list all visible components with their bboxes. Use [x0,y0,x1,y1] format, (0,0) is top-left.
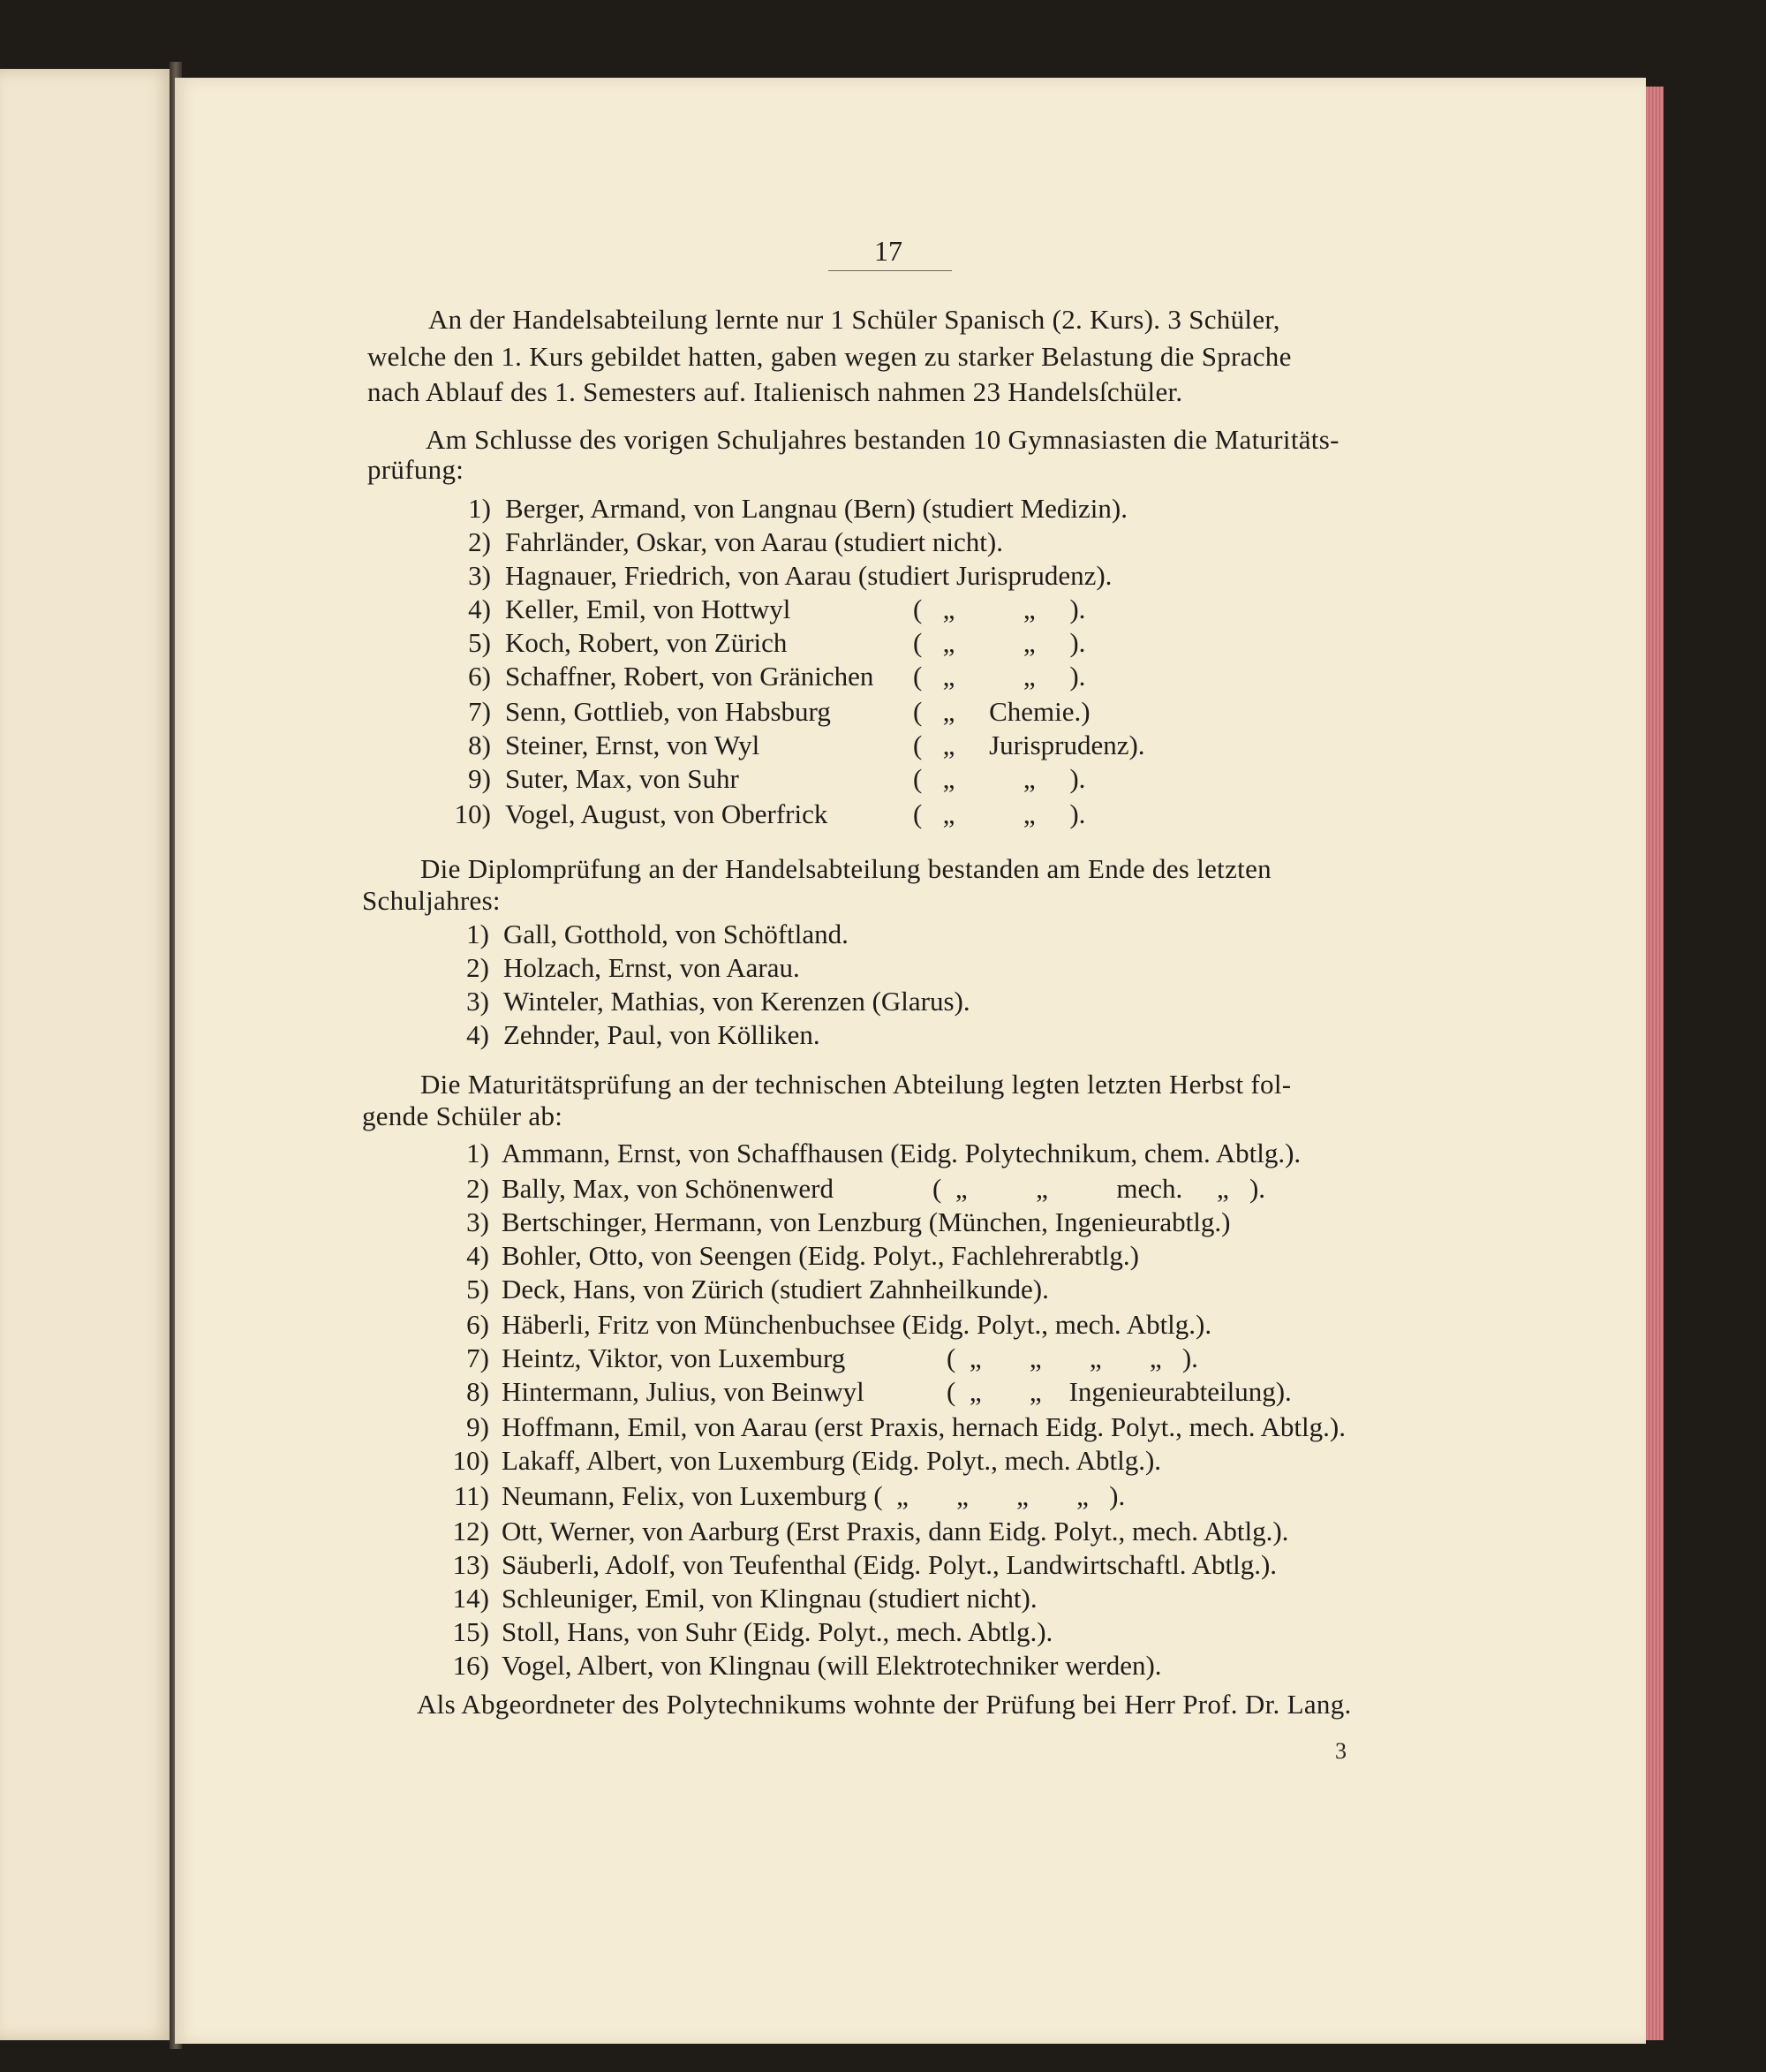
page-content: 17 An der Handelsabteilung lernte nur 1 Schüler Spanisch (2. Kurs). 3 Schüler, welche den 1. Kurs gebildet hatten, gaben wegen zu starker Belastung die Sprache nach Ablauf des 1. Semesters auf. Italienisch nahmen 23 Handelsſchüler. Am Schlusse des vorigen Schuljahres bestanden 10 Gymnasiasten die Maturitäts- prüfung: 1) Berger, Armand, von Langnau (Bern) (studiert Medizin). 2) Fahrländer, Oskar, von Aarau (studiert nicht). 3) Hagnauer, Friedrich, von Aarau (studiert Jurisprudenz). 4) Keller, Emil, von Hottwyl ( „ „ ). 5) Koch, Robert, von Zürich ( „ „ ). 6) Schaffner, Robert, von Gränichen ( „ „ ). 7) Senn, Gottlieb, von Habsburg ( „ Chemie.) 8) Steiner, Ernst, von Wyl ( „ Jurisprudenz). 9) Suter, Max, von Suhr ( „ „ ). 10) Vogel, August, von Oberfrick ( „ „ ). Die Diplomprüfung an der Handelsabteilung bestanden am Ende des letzten Schuljahres: 1) Gall, Gotthold, von Schöftland. 2) Holzach, Ernst, von Aarau. 3) Winteler, Mathias, von Kerenzen (Glarus). 4) Zehnder, Paul, von Kölliken. Die Maturitätsprüfung an der technischen Abteilung legten letzten Herbst fol- gende Schüler ab: 1) Ammann, Ernst, von Schaffhausen (Eidg. Polytechnikum, chem. Abtlg.). 2) Bally, Max, von Schönenwerd ( „ „ mech. „ ). 3) Bertschinger, Hermann, von Lenzburg (München, Ingenieurabtlg.) 4) Bohler, Otto, von Seengen (Eidg. Polyt., Fachlehrerabtlg.) 5) Deck, Hans, von Zürich (studiert Zahnheilkunde). 6) Häberli, Fritz von Münchenbuchsee (Eidg. Polyt., mech. Abtlg.). 7) Heintz, Viktor, von Luxemburg ( „ „ „ „ ). 8) Hintermann, Julius, von Beinwyl ( „ „ Ingenieurabteilung). 9) Hoffmann, Emil, von Aarau (erst Praxis, hernach Eidg. Polyt., mech. Abtlg.). 10) Lakaff, Albert, von Luxemburg (Eidg. Polyt., mech. Abtlg.). 11) Neumann, Felix, von Luxemburg ( „ „ „ „ ). 12) Ott, Werner, von Aarburg (Erst Praxis, dann Eidg. Polyt., mech. Abtlg.). 13) Säuberli, Adolf, von Teufenthal (Eidg. Polyt., Landwirtschaftl. Abtlg.). 14) Schleuniger, Emil, von Klingnau (studiert nicht). 15) Stoll, Hans, von Suhr (Eidg. Polyt., mech. Abtlg.). 16) Vogel, Albert, von Klingnau (will Elektrotechniker werden). Als Abgeordneter des Polytechnikums wohnte der Prüfung bei Herr Prof. Dr. Lang. 3 [0,0,1766,2072]
paragraph-1-line-1: An der Handelsabteilung lernte nur 1 Schüler Spanisch (2. Kurs). 3 Schüler, [428,304,1280,335]
page-number-rule [828,270,952,271]
paragraph-4-line-2: gende Schüler ab: [362,1100,563,1131]
closing-line: Als Abgeordneter des Polytechnikums wohnte der Prüfung bei Herr Prof. Dr. Lang. [417,1689,1352,1720]
paragraph-3-line-2: Schuljahres: [362,885,501,916]
paragraph-2-line-1: Am Schlusse des vorigen Schuljahres bestanden 10 Gymnasiasten die Maturitäts- [426,424,1340,455]
paragraph-1-line-3: nach Ablauf des 1. Semesters auf. Italienisch nahmen 23 Handelsſchüler. [367,376,1183,407]
paragraph-3-line-1: Die Diplomprüfung an der Handelsabteilung bestanden am Ende des letzten [420,853,1272,884]
paragraph-2-line-2: prüfung: [367,454,464,485]
paragraph-4-line-1: Die Maturitätsprüfung an der technischen Abteilung legten letzten Herbst fol- [420,1069,1292,1100]
signature-mark: 3 [1335,1738,1347,1764]
page-number: 17 [874,235,902,267]
paragraph-1-line-2: welche den 1. Kurs gebildet hatten, gaben wegen zu starker Belastung die Sprache [367,341,1292,372]
